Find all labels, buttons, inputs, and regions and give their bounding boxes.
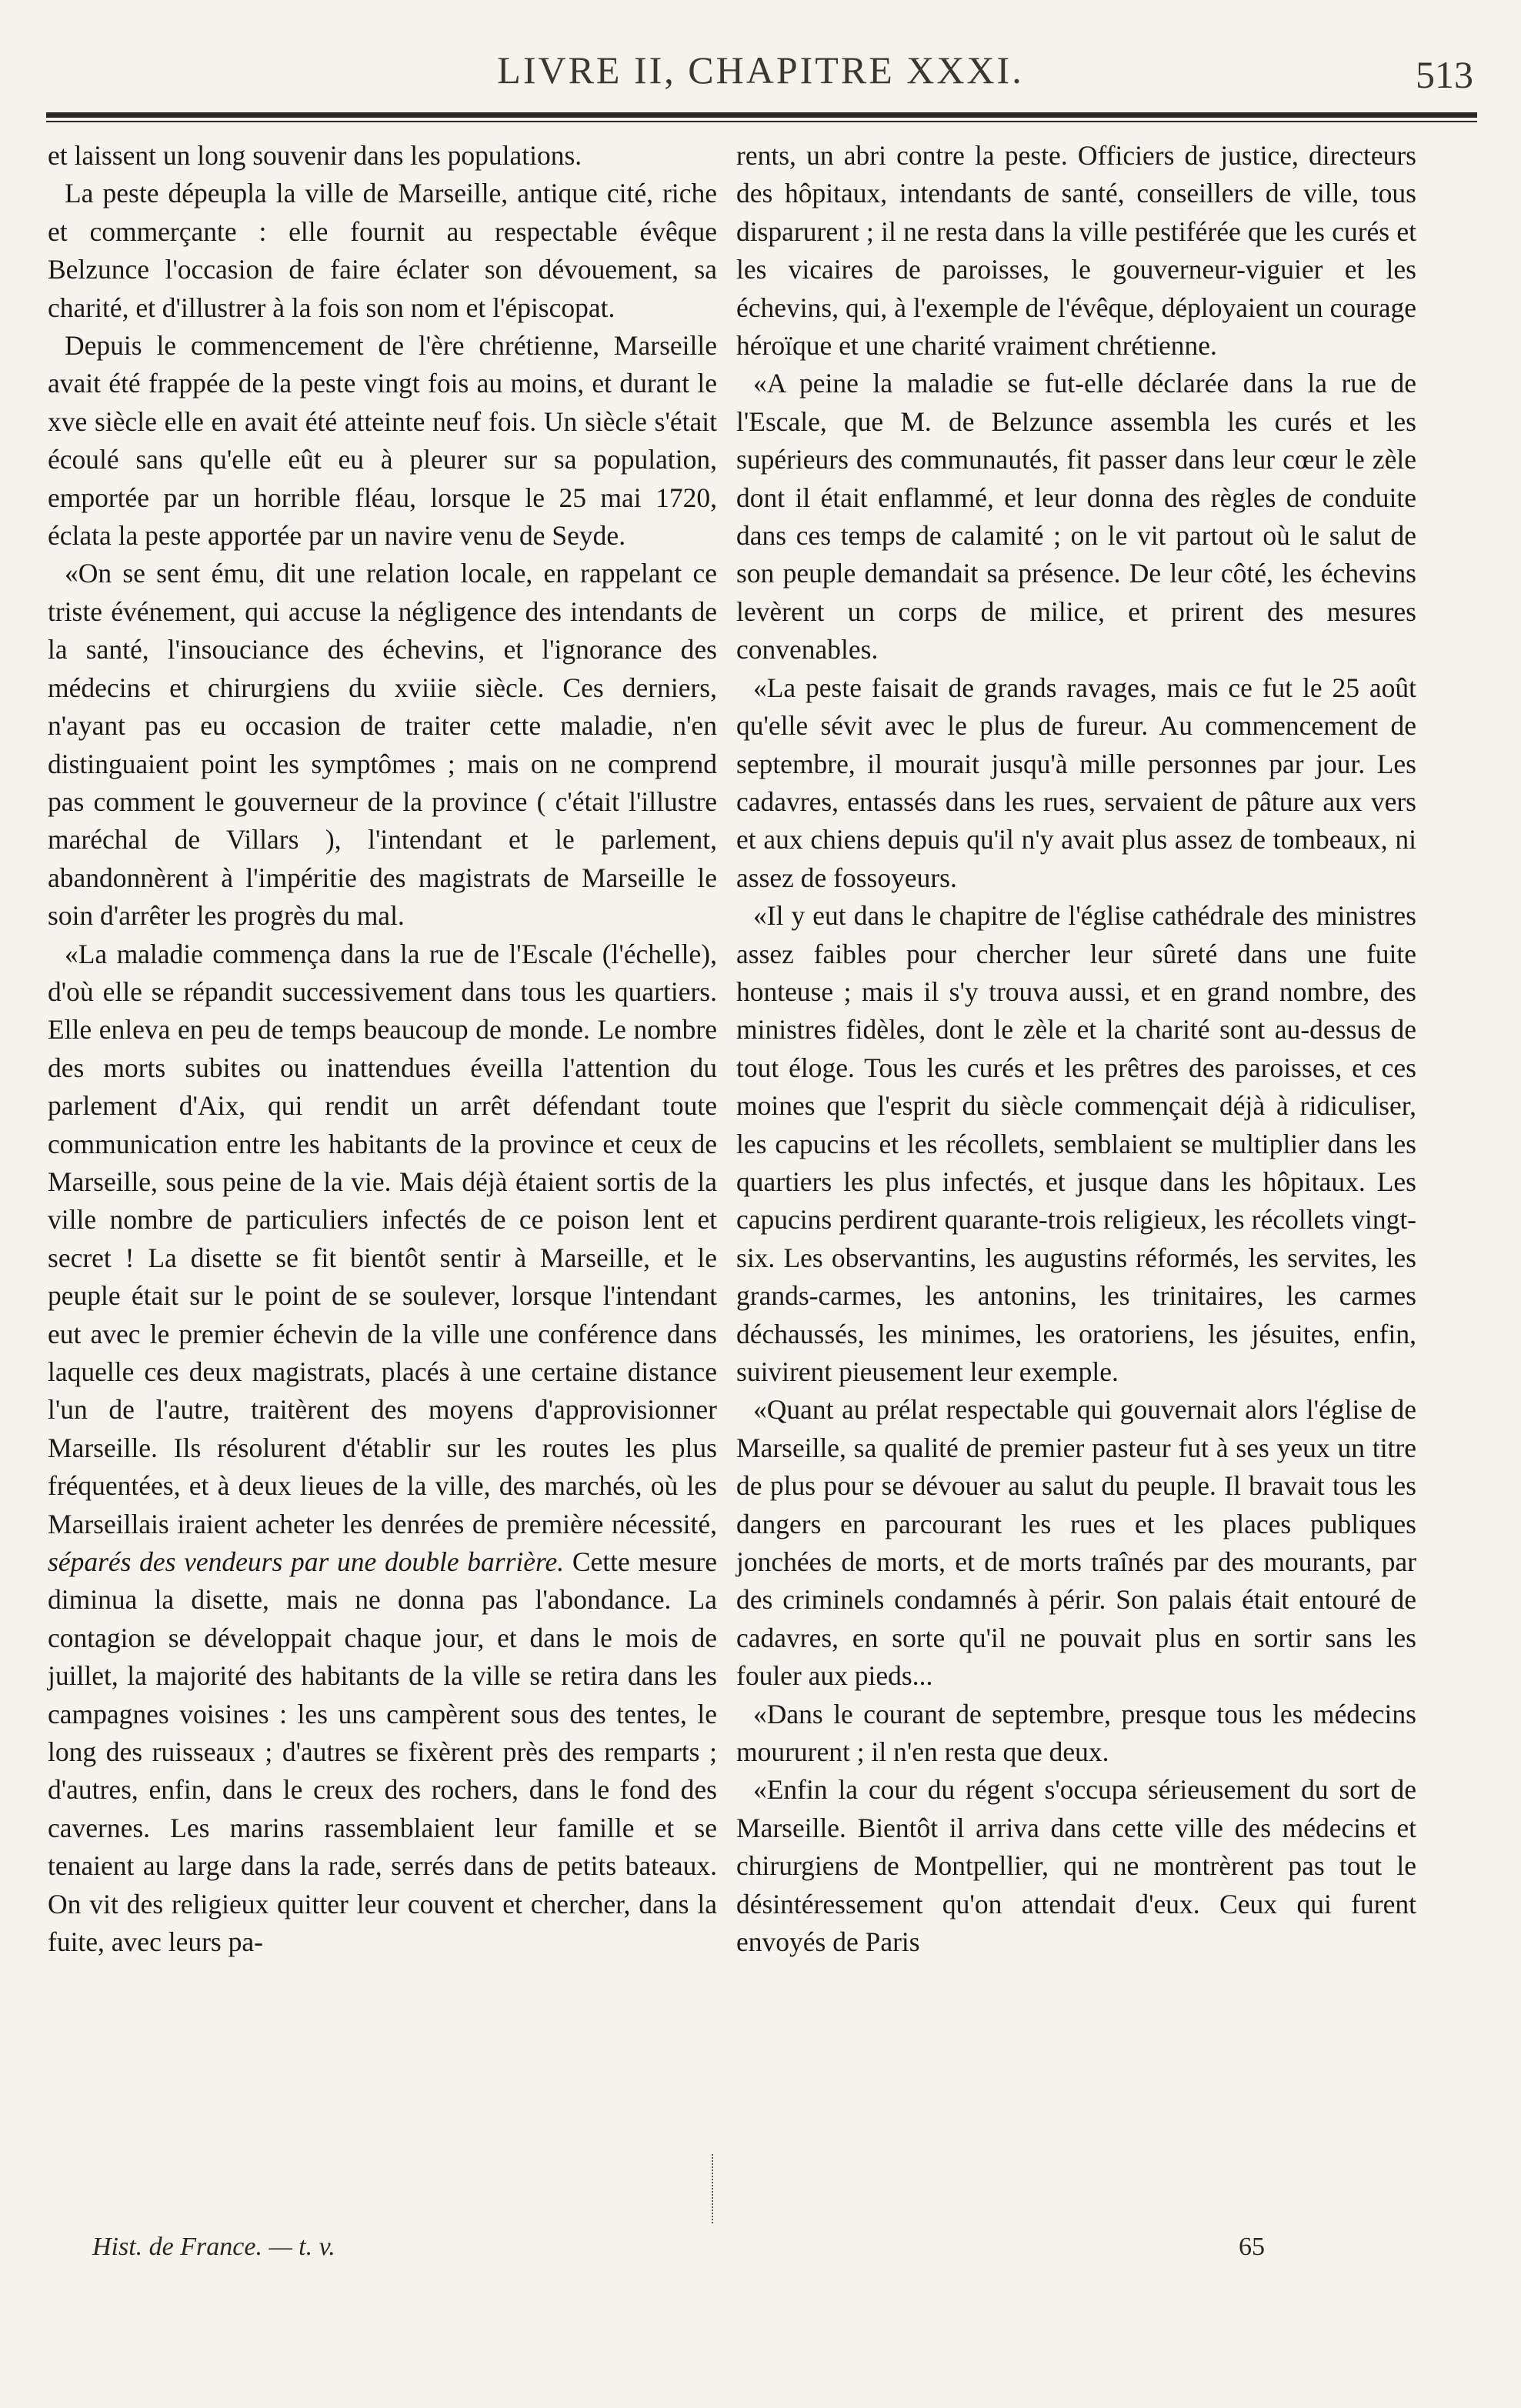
paragraph: «La peste faisait de grands ravages, mais ce fut le 25 août qu'elle sévit avec le plus de fureur. Au commencement de septembre, il mourait jusqu'à mille personnes par jour. Les cadavres, entassés dans les rues, servaient de pâture aux vers et aux chiens depuis qu'il n'y avait plus assez de tombeaux, ni assez de fossoyeurs. xyxy=(736,672,1416,893)
italic-phrase: séparés des vendeurs par une double barrière. xyxy=(48,1546,565,1578)
paragraph: rents, un abri contre la peste. Officiers de justice, directeurs des hôpitaux, intendants de santé, conseillers de ville, tous disparurent ; il ne resta dans la ville pestiférée que les curés et les vicaires de paroisses, le gouverneur-viguier et les échevins, qui, à l'exemple de l'évêque, déployaient un courage héroïque et une charité vraiment chrétienne. xyxy=(736,140,1416,362)
header-rule-thick xyxy=(46,112,1477,118)
paragraph: «Dans le courant de septembre, presque tous les médecins moururent ; il n'en resta que deux. xyxy=(736,1698,1416,1768)
right-column xyxy=(736,137,1416,1962)
signature-mark: 65 xyxy=(1239,2233,1265,2261)
paragraph: «A peine la maladie se fut-elle déclarée dans la rue de l'Escale, que M. de Belzunce assembla les curés et les supérieurs des communautés, fit passer dans leur cœur le zèle dont il était enflammé, et leur donna des règles de conduite dans ces temps de calamité ; on le vit partout où le salut de son peuple demandait sa présence. De leur côté, les échevins levèrent un corps de milice, et prirent des mesures convenables. xyxy=(736,368,1416,665)
paragraph xyxy=(48,936,717,1962)
left-column xyxy=(48,137,717,1962)
paragraph: La peste dépeupla la ville de Marseille, antique cité, riche et commerçante : elle fournit au respectable évêque Belzunce l'occasion de faire éclater son dévouement, sa charité, et d'illustrer à la fois son nom et l'épiscopat. xyxy=(48,178,717,323)
source-note: Hist. de France. — t. v. xyxy=(92,2233,335,2261)
paragraph: «Quant au prélat respectable qui gouvernait alors l'église de Marseille, sa qualité de premier pasteur fut à ses yeux un titre de plus pour se dévouer au salut du peuple. Il bravait tous les dangers en parcourant les rues et les places publiques jonchées de morts, et de morts traînés par des mourants, par des criminels condamnés à périr. Son palais était entouré de cadavres, en sorte qu'il ne pouvait plus en sortir sans les fouler aux pieds... xyxy=(736,1394,1416,1692)
paragraph: «Enfin la cour du régent s'occupa sérieusement du sort de Marseille. Bientôt il arriva dans cette ville des médecins et chirurgiens de Montpellier, qui ne montrèrent pas tout le désintéressement qu'on attendait d'eux. Ceux qui furent envoyés de Paris xyxy=(736,1774,1416,1958)
running-title: LIVRE II, CHAPITRE XXXI. xyxy=(497,48,1024,92)
page-number: 513 xyxy=(1416,53,1473,96)
paragraph: Depuis le commencement de l'ère chrétienne, Marseille avait été frappée de la peste vingt fois au moins, et durant le xve siècle elle en avait été atteinte neuf fois. Un siècle s'était écoulé sans qu'elle eût eu à pleurer sur sa population, emportée par un horrible fléau, lorsque le 25 mai 1720, éclata la peste apportée par un navire venu de Seyde. xyxy=(48,330,717,552)
header-rule-thin xyxy=(46,121,1477,122)
column-divider xyxy=(712,2154,715,2223)
paragraph: et laissent un long souvenir dans les populations. xyxy=(48,140,582,171)
page-header xyxy=(0,31,1521,100)
paragraph: «On se sent ému, dit une relation locale, en rappelant ce triste événement, qui accuse la négligence des intendants de la santé, l'insouciance des échevins, et l'ignorance des médecins et chirurgiens du xviiie siècle. Ces derniers, n'ayant pas eu occasion de traiter cette maladie, n'en distinguaient point les symptômes ; mais on ne comprend pas comment le gouverneur de la province ( c'était l'illustre maréchal de Villars ), l'intendant et le parlement, abandonnèrent à l'impéritie des magistrats de Marseille le soin d'arrêter les progrès du mal. xyxy=(48,558,717,932)
paragraph: «Il y eut dans le chapitre de l'église cathédrale des ministres assez faibles pour chercher leur sûreté dans une fuite honteuse ; mais il s'y trouva aussi, et en grand nombre, des ministres fidèles, dont le zèle et la charité sont au-dessus de tout éloge. Tous les curés et les prêtres des paroisses, et ces moines que l'esprit du siècle commençait déjà à ridiculiser, les capucins et les récollets, semblaient se multiplier dans les quartiers les plus infectés, et jusque dans les hôpitaux. Les capucins perdirent quarante-trois religieux, les récollets vingt-six. Les observantins, les augustins réformés, les servites, les grands-carmes, les antonins, les trinitaires, les carmes déchaussés, les minimes, les oratoriens, les jésuites, enfin, suivirent pieusement leur exemple. xyxy=(736,900,1416,1387)
paragraph-text: «La maladie commença dans la rue de l'Escale (l'échelle), d'où elle se répandit successivement dans tous les quartiers. Elle enleva en peu de temps beaucoup de monde. Le nombre des morts subites ou inattendues éveilla l'attention du parlement d'Aix, qui rendit un arrêt défendant toute communication entre les habitants de la province et ceux de Marseille, sous peine de la vie. Mais déjà étaient sortis de la ville nombre de particuliers infectés de ce poison lent et secret ! La disette se fit bientôt sentir à Marseille, et le peuple était sur le point de se soulever, lorsque l'intendant eut avec le premier échevin de la ville une conférence dans laquelle ces deux magistrats, placés à une certaine distance l'un de l'autre, traitèrent des moyens d'approvisionner Marseille. Ils résolurent d'établir sur les routes les plus fréquentées, et à deux lieues de la ville, des marchés, où les Marseillais iraient acheter les denrées de première nécessité, xyxy=(48,938,717,1539)
paragraph-text: Cette mesure diminua la disette, mais ne donna pas l'abondance. La contagion se développait chaque jour, et dans le mois de juillet, la majorité des habitants de la ville se retira dans les campagnes voisines : les uns campèrent sous des tentes, le long des ruisseaux ; d'autres se fixèrent près des remparts ; d'autres, enfin, dans le creux des rochers, dans le fond des cavernes. Les marins rassemblaient leur famille et se tenaient au large dans la rade, serrés dans de petits bateaux. On vit des religieux quitter leur couvent et chercher, dans la fuite, avec leurs pa- xyxy=(48,1546,717,1958)
